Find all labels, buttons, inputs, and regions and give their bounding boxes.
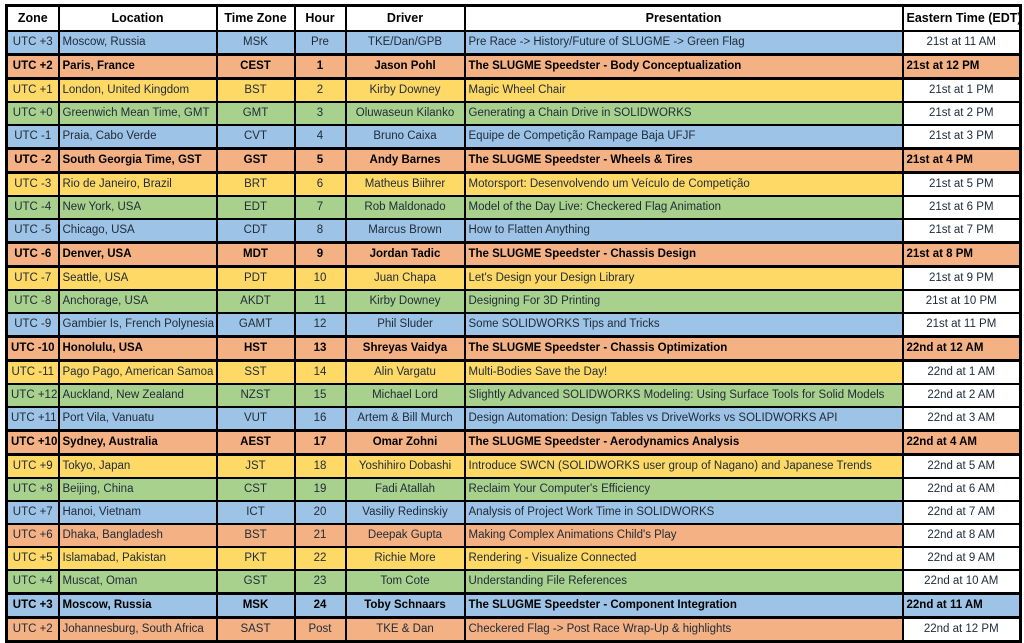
presentation-cell: The SLUGME Speedster - Chassis Optimization — [465, 337, 903, 361]
table-row — [7, 431, 1021, 455]
edt-cell: 21st at 6 PM — [903, 196, 1021, 219]
zone-cell: UTC -5 — [7, 219, 59, 243]
hour-cell: 12 — [295, 313, 346, 337]
location-cell: Honolulu, USA — [59, 337, 217, 361]
table-row — [7, 524, 1021, 547]
location-cell: Tokyo, Japan — [59, 455, 217, 479]
location-cell: Paris, France — [59, 55, 217, 79]
location-cell: Dhaka, Bangladesh — [59, 524, 217, 547]
table-row — [7, 173, 1021, 197]
timezone-cell: PDT — [217, 267, 295, 291]
location-cell: Sydney, Australia — [59, 431, 217, 455]
hour-cell: 17 — [295, 431, 346, 455]
location-cell: Gambier Is, French Polynesia — [59, 313, 217, 337]
driver-cell: Rob Maldonado — [346, 196, 465, 219]
zone-cell: UTC +4 — [7, 570, 59, 594]
zone-cell: UTC +10 — [7, 431, 59, 455]
driver-cell: Vasiliy Redinskiy — [346, 501, 465, 524]
hour-cell: 3 — [295, 102, 346, 125]
location-cell: Anchorage, USA — [59, 290, 217, 313]
driver-cell: Juan Chapa — [346, 267, 465, 291]
zone-cell: UTC +7 — [7, 501, 59, 524]
zone-cell: UTC -10 — [7, 337, 59, 361]
table-row — [7, 618, 1021, 642]
presentation-cell: Equipe de Competição Rampage Baja UFJF — [465, 125, 903, 149]
timezone-cell: BST — [217, 79, 295, 103]
hour-cell: 5 — [295, 149, 346, 173]
table-row — [7, 478, 1021, 501]
zone-cell: UTC +3 — [7, 31, 59, 55]
timezone-cell: VUT — [217, 407, 295, 431]
zone-cell: UTC -1 — [7, 125, 59, 149]
table-row — [7, 384, 1021, 407]
presentation-cell: Analysis of Project Work Time in SOLIDWORKS — [465, 501, 903, 524]
schedule-body — [7, 31, 1021, 642]
timezone-cell: GST — [217, 149, 295, 173]
hour-cell: 14 — [295, 361, 346, 385]
presentation-cell: How to Flatten Anything — [465, 219, 903, 243]
column-header-eastern-time: Eastern Time (EDT) — [903, 6, 1021, 32]
zone-cell: UTC -3 — [7, 173, 59, 197]
location-cell: Seattle, USA — [59, 267, 217, 291]
timezone-cell: BRT — [217, 173, 295, 197]
column-header-timezone: Time Zone — [217, 6, 295, 32]
timezone-cell: PKT — [217, 547, 295, 570]
driver-cell: Yoshihiro Dobashi — [346, 455, 465, 479]
edt-cell: 21st at 10 PM — [903, 290, 1021, 313]
driver-cell: Deepak Gupta — [346, 524, 465, 547]
location-cell: Pago Pago, American Samoa — [59, 361, 217, 385]
zone-cell: UTC -9 — [7, 313, 59, 337]
timezone-cell: MSK — [217, 31, 295, 55]
presentation-cell: Design Automation: Design Tables vs DriveWorks vs SOLIDWORKS API — [465, 407, 903, 431]
timezone-cell: ICT — [217, 501, 295, 524]
zone-cell: UTC -7 — [7, 267, 59, 291]
driver-cell: Jason Pohl — [346, 55, 465, 79]
table-row — [7, 243, 1021, 267]
zone-cell: UTC +1 — [7, 79, 59, 103]
table-row — [7, 547, 1021, 570]
edt-cell: 21st at 7 PM — [903, 219, 1021, 243]
zone-cell: UTC +3 — [7, 594, 59, 618]
presentation-cell: Multi-Bodies Save the Day! — [465, 361, 903, 385]
driver-cell: Shreyas Vaidya — [346, 337, 465, 361]
timezone-cell: SST — [217, 361, 295, 385]
header-row — [7, 6, 1021, 32]
location-cell: Praia, Cabo Verde — [59, 125, 217, 149]
hour-cell: 18 — [295, 455, 346, 479]
hour-cell: Post — [295, 618, 346, 642]
timezone-cell: GMT — [217, 102, 295, 125]
location-cell: South Georgia Time, GST — [59, 149, 217, 173]
driver-cell: Alin Vargatu — [346, 361, 465, 385]
hour-cell: 6 — [295, 173, 346, 197]
presentation-cell: Magic Wheel Chair — [465, 79, 903, 103]
location-cell: Islamabad, Pakistan — [59, 547, 217, 570]
table-row — [7, 455, 1021, 479]
location-cell: Denver, USA — [59, 243, 217, 267]
presentation-cell: Generating a Chain Drive in SOLIDWORKS — [465, 102, 903, 125]
driver-cell: Phil Sluder — [346, 313, 465, 337]
driver-cell: Artem & Bill Murch — [346, 407, 465, 431]
location-cell: Johannesburg, South Africa — [59, 618, 217, 642]
location-cell: Port Vila, Vanuatu — [59, 407, 217, 431]
driver-cell: TKE & Dan — [346, 618, 465, 642]
presentation-cell: Pre Race -> History/Future of SLUGME -> Green Flag — [465, 31, 903, 55]
hour-cell: 13 — [295, 337, 346, 361]
timezone-cell: AKDT — [217, 290, 295, 313]
column-header-zone: Zone — [7, 6, 59, 32]
edt-cell: 22nd at 12 PM — [903, 618, 1021, 642]
column-header-location: Location — [59, 6, 217, 32]
hour-cell: Pre — [295, 31, 346, 55]
driver-cell: Richie More — [346, 547, 465, 570]
presentation-cell: Reclaim Your Computer's Efficiency — [465, 478, 903, 501]
table-row — [7, 407, 1021, 431]
driver-cell: Oluwaseun Kilanko — [346, 102, 465, 125]
table-row — [7, 570, 1021, 594]
location-cell: London, United Kingdom — [59, 79, 217, 103]
table-row — [7, 361, 1021, 385]
timezone-cell: SAST — [217, 618, 295, 642]
zone-cell: UTC +5 — [7, 547, 59, 570]
hour-cell: 22 — [295, 547, 346, 570]
hour-cell: 8 — [295, 219, 346, 243]
hour-cell: 1 — [295, 55, 346, 79]
zone-cell: UTC -8 — [7, 290, 59, 313]
table-row — [7, 149, 1021, 173]
column-header-driver: Driver — [346, 6, 465, 32]
hour-cell: 15 — [295, 384, 346, 407]
presentation-cell: Designing For 3D Printing — [465, 290, 903, 313]
edt-cell: 22nd at 5 AM — [903, 455, 1021, 479]
hour-cell: 21 — [295, 524, 346, 547]
edt-cell: 21st at 5 PM — [903, 173, 1021, 197]
hour-cell: 11 — [295, 290, 346, 313]
hour-cell: 2 — [295, 79, 346, 103]
presentation-cell: Rendering - Visualize Connected — [465, 547, 903, 570]
table-row — [7, 196, 1021, 219]
edt-cell: 22nd at 12 AM — [903, 337, 1021, 361]
driver-cell: Bruno Caixa — [346, 125, 465, 149]
edt-cell: 21st at 11 AM — [903, 31, 1021, 55]
presentation-cell: Motorsport: Desenvolvendo um Veículo de Competição — [465, 173, 903, 197]
location-cell: Beijing, China — [59, 478, 217, 501]
timezone-cell: EDT — [217, 196, 295, 219]
driver-cell: Fadi Atallah — [346, 478, 465, 501]
presentation-cell: Some SOLIDWORKS Tips and Tricks — [465, 313, 903, 337]
driver-cell: Andy Barnes — [346, 149, 465, 173]
timezone-cell: HST — [217, 337, 295, 361]
table-row — [7, 267, 1021, 291]
schedule-table — [5, 4, 1022, 643]
zone-cell: UTC +2 — [7, 618, 59, 642]
zone-cell: UTC +9 — [7, 455, 59, 479]
table-row — [7, 313, 1021, 337]
table-row — [7, 55, 1021, 79]
timezone-cell: AEST — [217, 431, 295, 455]
table-row — [7, 31, 1021, 55]
presentation-cell: Let's Design your Design Library — [465, 267, 903, 291]
edt-cell: 22nd at 9 AM — [903, 547, 1021, 570]
location-cell: Hanoi, Vietnam — [59, 501, 217, 524]
zone-cell: UTC -6 — [7, 243, 59, 267]
location-cell: Auckland, New Zealand — [59, 384, 217, 407]
hour-cell: 9 — [295, 243, 346, 267]
edt-cell: 21st at 3 PM — [903, 125, 1021, 149]
edt-cell: 21st at 1 PM — [903, 79, 1021, 103]
edt-cell: 22nd at 6 AM — [903, 478, 1021, 501]
driver-cell: Tom Cote — [346, 570, 465, 594]
edt-cell: 22nd at 1 AM — [903, 361, 1021, 385]
edt-cell: 21st at 12 PM — [903, 55, 1021, 79]
driver-cell: Kirby Downey — [346, 79, 465, 103]
location-cell: Moscow, Russia — [59, 594, 217, 618]
timezone-cell: JST — [217, 455, 295, 479]
location-cell: Greenwich Mean Time, GMT — [59, 102, 217, 125]
driver-cell: Marcus Brown — [346, 219, 465, 243]
zone-cell: UTC +8 — [7, 478, 59, 501]
table-row — [7, 290, 1021, 313]
driver-cell: Michael Lord — [346, 384, 465, 407]
edt-cell: 22nd at 3 AM — [903, 407, 1021, 431]
presentation-cell: The SLUGME Speedster - Wheels & Tires — [465, 149, 903, 173]
driver-cell: Toby Schnaars — [346, 594, 465, 618]
location-cell: New York, USA — [59, 196, 217, 219]
driver-cell: Omar Zohni — [346, 431, 465, 455]
zone-cell: UTC +2 — [7, 55, 59, 79]
edt-cell: 22nd at 8 AM — [903, 524, 1021, 547]
timezone-cell: CVT — [217, 125, 295, 149]
hour-cell: 23 — [295, 570, 346, 594]
zone-cell: UTC -2 — [7, 149, 59, 173]
zone-cell: UTC -11 — [7, 361, 59, 385]
hour-cell: 20 — [295, 501, 346, 524]
edt-cell: 22nd at 7 AM — [903, 501, 1021, 524]
edt-cell: 22nd at 4 AM — [903, 431, 1021, 455]
hour-cell: 10 — [295, 267, 346, 291]
location-cell: Moscow, Russia — [59, 31, 217, 55]
edt-cell: 21st at 4 PM — [903, 149, 1021, 173]
timezone-cell: CST — [217, 478, 295, 501]
table-row — [7, 219, 1021, 243]
presentation-cell: Understanding File References — [465, 570, 903, 594]
presentation-cell: Model of the Day Live: Checkered Flag Animation — [465, 196, 903, 219]
edt-cell: 22nd at 2 AM — [903, 384, 1021, 407]
zone-cell: UTC +12 — [7, 384, 59, 407]
table-row — [7, 594, 1021, 618]
timezone-cell: MDT — [217, 243, 295, 267]
timezone-cell: MSK — [217, 594, 295, 618]
hour-cell: 19 — [295, 478, 346, 501]
location-cell: Muscat, Oman — [59, 570, 217, 594]
driver-cell: Kirby Downey — [346, 290, 465, 313]
hour-cell: 16 — [295, 407, 346, 431]
zone-cell: UTC +11 — [7, 407, 59, 431]
hour-cell: 7 — [295, 196, 346, 219]
edt-cell: 21st at 9 PM — [903, 267, 1021, 291]
zone-cell: UTC -4 — [7, 196, 59, 219]
table-row — [7, 79, 1021, 103]
presentation-cell: Slightly Advanced SOLIDWORKS Modeling: Using Surface Tools for Solid Models — [465, 384, 903, 407]
table-row — [7, 501, 1021, 524]
hour-cell: 4 — [295, 125, 346, 149]
edt-cell: 21st at 11 PM — [903, 313, 1021, 337]
edt-cell: 21st at 2 PM — [903, 102, 1021, 125]
location-cell: Chicago, USA — [59, 219, 217, 243]
timezone-cell: CDT — [217, 219, 295, 243]
driver-cell: Jordan Tadic — [346, 243, 465, 267]
edt-cell: 22nd at 11 AM — [903, 594, 1021, 618]
zone-cell: UTC +0 — [7, 102, 59, 125]
timezone-cell: BST — [217, 524, 295, 547]
driver-cell: TKE/Dan/GPB — [346, 31, 465, 55]
presentation-cell: Introduce SWCN (SOLIDWORKS user group of Nagano) and Japanese Trends — [465, 455, 903, 479]
presentation-cell: Making Complex Animations Child's Play — [465, 524, 903, 547]
presentation-cell: The SLUGME Speedster - Component Integration — [465, 594, 903, 618]
edt-cell: 22nd at 10 AM — [903, 570, 1021, 594]
driver-cell: Matheus Biihrer — [346, 173, 465, 197]
timezone-cell: CEST — [217, 55, 295, 79]
column-header-presentation: Presentation — [465, 6, 903, 32]
presentation-cell: The SLUGME Speedster - Chassis Design — [465, 243, 903, 267]
edt-cell: 21st at 8 PM — [903, 243, 1021, 267]
timezone-cell: NZST — [217, 384, 295, 407]
presentation-cell: Checkered Flag -> Post Race Wrap-Up & highlights — [465, 618, 903, 642]
table-row — [7, 125, 1021, 149]
table-row — [7, 337, 1021, 361]
presentation-cell: The SLUGME Speedster - Body Conceptualization — [465, 55, 903, 79]
zone-cell: UTC +6 — [7, 524, 59, 547]
table-row — [7, 102, 1021, 125]
hour-cell: 24 — [295, 594, 346, 618]
location-cell: Rio de Janeiro, Brazil — [59, 173, 217, 197]
presentation-cell: The SLUGME Speedster - Aerodynamics Analysis — [465, 431, 903, 455]
timezone-cell: GAMT — [217, 313, 295, 337]
timezone-cell: GST — [217, 570, 295, 594]
column-header-hour: Hour — [295, 6, 346, 32]
